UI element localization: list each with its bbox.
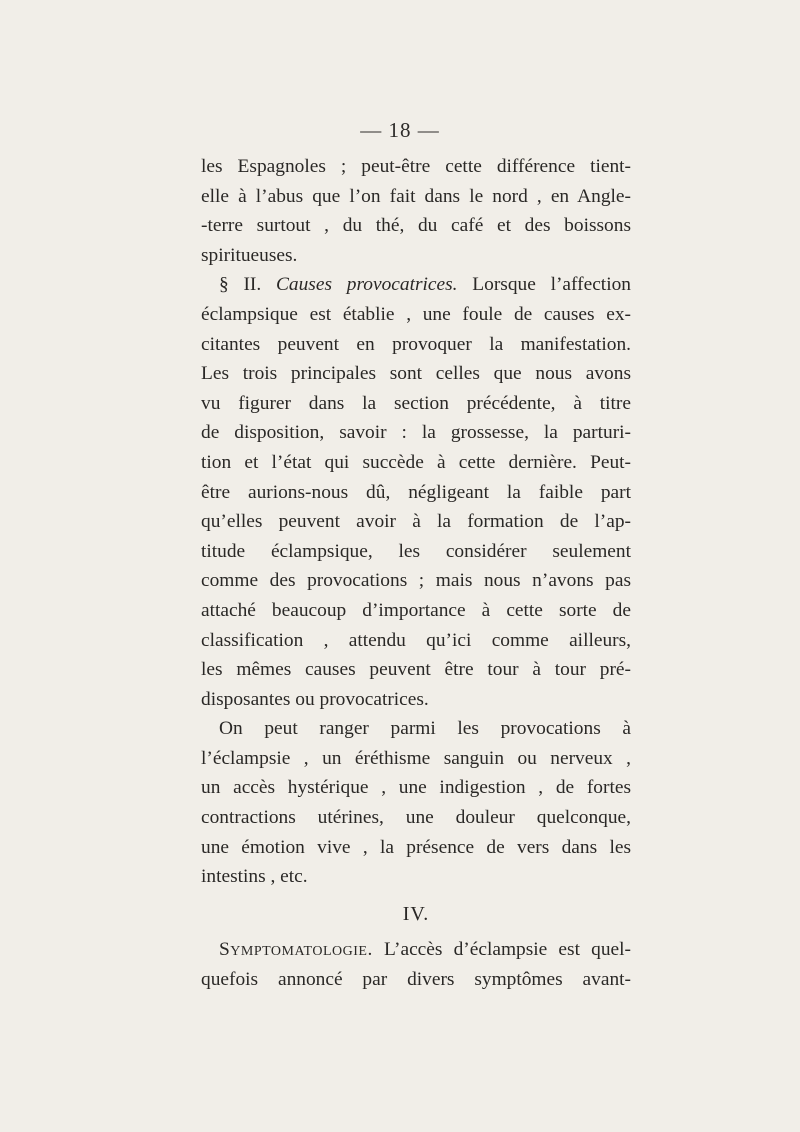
text-line: attaché beaucoup d’importance à cette sorte de (201, 599, 631, 621)
text-line: l’éclampsie , un éréthisme sanguin ou nerveux , (201, 747, 631, 769)
text-line: -terre surtout , du thé, du café et des boissons (201, 215, 631, 237)
text-line: intestins , etc. (201, 866, 308, 888)
text-line: elle à l’abus que l’on fait dans le nord , en Angle- (201, 185, 631, 207)
text-line: être aurions-nous dû, négligeant la faible part (201, 481, 631, 503)
text-line: titude éclampsique, les considérer seulement (201, 540, 631, 562)
body-text (201, 152, 631, 995)
text-line: vu figurer dans la section précédente, à titre (201, 392, 631, 414)
text-line: disposantes ou provocatrices. (201, 688, 429, 710)
page-number: — 18 — (360, 118, 440, 142)
text-line: contractions utérines, une douleur quelconque, (201, 807, 631, 829)
text-line: Les trois principales sont celles que nous avons (201, 363, 631, 385)
symptom-title: Symptomatologie. (219, 939, 373, 961)
text-fragment: L’accès d’éclampsie est quel- (383, 939, 631, 961)
symptom-title-line (201, 935, 631, 965)
text-line: les Espagnoles ; peut-être cette différence tient- (201, 156, 631, 177)
text-line: citantes peuvent en provoquer la manifestation. (201, 333, 631, 355)
text-line: un accès hystérique , une indigestion , de fortes (201, 777, 631, 799)
text-fragment: Lorsque l’affection (472, 274, 631, 296)
text-line: éclampsique est établie , une foule de causes ex- (201, 303, 631, 325)
section-title: Causes provocatrices. (275, 274, 458, 296)
section-mark: § II. (219, 274, 262, 296)
section-title-line (201, 270, 631, 300)
text-line: de disposition, savoir : la grossesse, la parturi- (201, 422, 631, 444)
text-line: tion et l’état qui succède à cette dernière. Peut- (201, 451, 631, 473)
text-line: qu’elles peuvent avoir à la formation de l’ap- (201, 511, 631, 533)
text-line: une émotion vive , la présence de vers dans les (201, 836, 631, 858)
text-line: spiritueuses. (201, 244, 298, 266)
text-line: quefois annoncé par divers symptômes avant- (201, 969, 631, 991)
text-line: classification , attendu qu’ici comme ailleurs, (201, 629, 631, 651)
text-line: On peut ranger parmi les provocations à (219, 718, 631, 740)
text-line: comme des provocations ; mais nous n’avons pas (201, 570, 631, 592)
section-heading: IV. (402, 902, 430, 925)
text-line: les mêmes causes peuvent être tour à tour pré- (201, 659, 631, 681)
